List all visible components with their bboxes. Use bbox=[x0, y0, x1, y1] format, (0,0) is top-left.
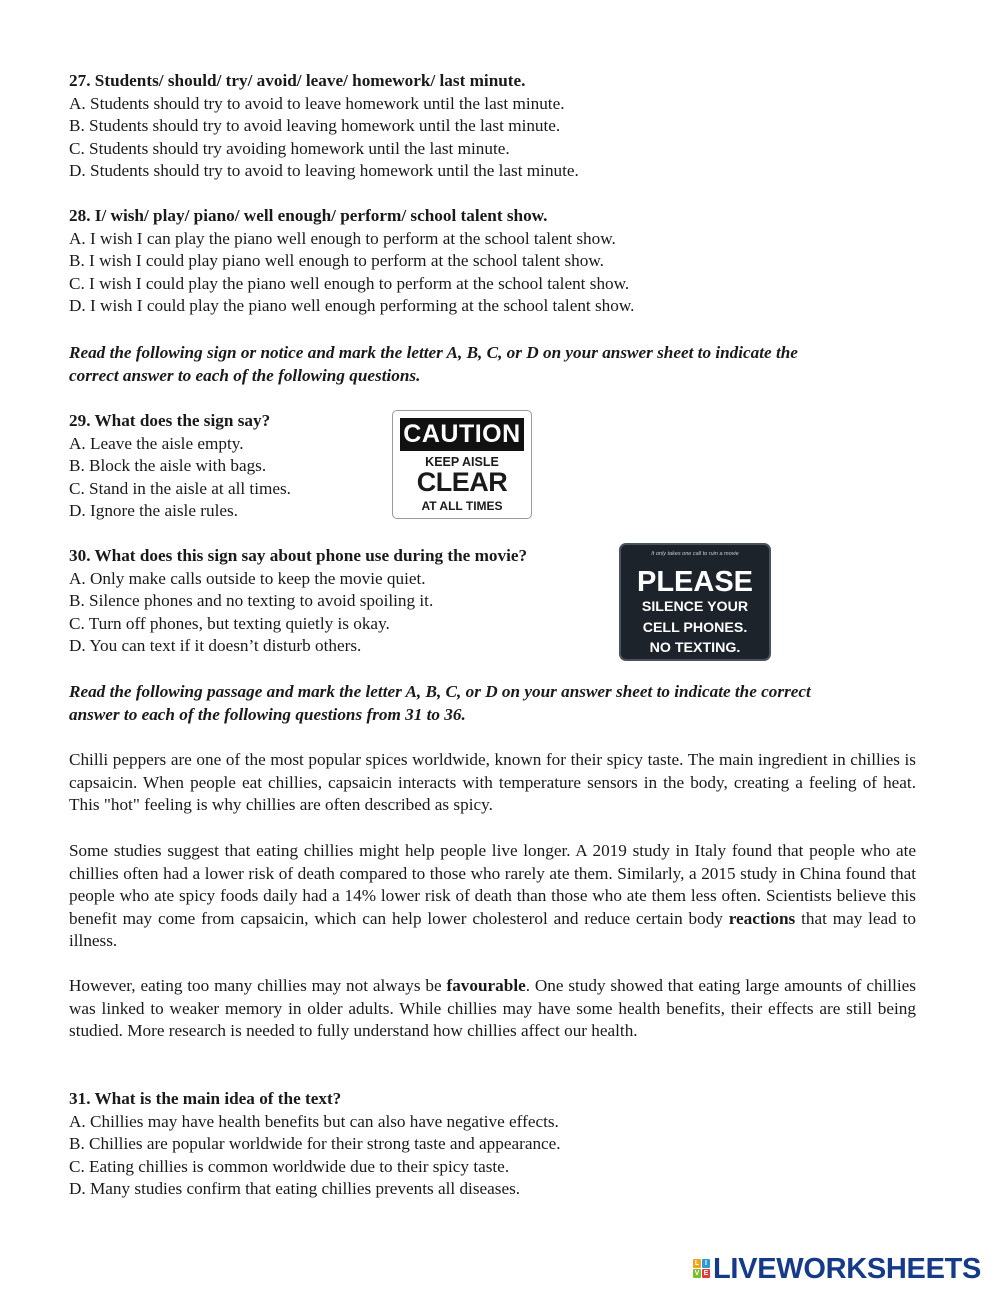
logo-wordmark: LIVEWORKSHEETS bbox=[713, 1253, 982, 1285]
silence-sign-line-1: SILENCE YOUR bbox=[641, 599, 749, 615]
question-29 bbox=[69, 410, 389, 523]
instruction-signs-line-2: correct answer to each of the following questions. bbox=[69, 365, 421, 385]
question-31-option-d: D. Many studies confirm that eating chillies prevents all diseases. bbox=[69, 1179, 521, 1199]
question-30-option-d: D. You can text if it doesn’t disturb others. bbox=[69, 636, 362, 656]
question-28-option-a: A. I wish I can play the piano well enough to perform at the school talent show. bbox=[69, 228, 616, 248]
question-30-option-b: B. Silence phones and no texting to avoid spoiling it. bbox=[69, 591, 434, 611]
passage-paragraph-2-end: that may lead to illness. bbox=[69, 908, 916, 951]
question-28-title: 28. I/ wish/ play/ piano/ well enough/ perform/ school talent show. bbox=[69, 206, 548, 225]
question-30-option-a: A. Only make calls outside to keep the movie quiet. bbox=[69, 568, 426, 588]
caution-sign-image bbox=[392, 410, 532, 519]
logo-cube-v: V bbox=[694, 1270, 700, 1277]
question-31 bbox=[69, 1088, 916, 1201]
passage-paragraph-3 bbox=[69, 975, 916, 1043]
question-28-option-c: C. I wish I could play the piano well enough to perform at the school talent show. bbox=[69, 273, 630, 293]
logo-cubes-icon bbox=[693, 1259, 710, 1279]
instruction-signs bbox=[69, 342, 916, 387]
question-30-option-c: C. Turn off phones, but texting quietly is okay. bbox=[69, 613, 390, 633]
instruction-signs-line-1: Read the following sign or notice and mark the letter A, B, C, or D on your answer sheet to indicate the bbox=[69, 343, 798, 362]
logo-cube-i: I bbox=[702, 1259, 710, 1268]
question-27-title: 27. Students/ should/ try/ avoid/ leave/ homework/ last minute. bbox=[69, 71, 526, 90]
question-31-option-c: C. Eating chillies is common worldwide due to their spicy taste. bbox=[69, 1156, 510, 1176]
caution-sign-line-3: AT ALL TIMES bbox=[421, 499, 503, 513]
question-29-option-a: A. Leave the aisle empty. bbox=[69, 433, 244, 453]
question-28 bbox=[69, 205, 916, 318]
liveworksheets-logo bbox=[693, 1252, 990, 1284]
question-27-option-d: D. Students should try to avoid to leaving homework until the last minute. bbox=[69, 161, 579, 181]
question-27-option-a: A. Students should try to avoid to leave homework until the last minute. bbox=[69, 93, 565, 113]
silence-sign-line-3: NO TEXTING. bbox=[649, 640, 741, 656]
instruction-passage bbox=[69, 681, 916, 726]
question-29-option-b: B. Block the aisle with bags. bbox=[69, 456, 267, 476]
question-27-option-b: B. Students should try to avoid leaving homework until the last minute. bbox=[69, 116, 561, 136]
silence-phones-sign-image bbox=[619, 543, 771, 661]
question-31-option-b: B. Chillies are popular worldwide for their strong taste and appearance. bbox=[69, 1134, 561, 1154]
caution-sign-line-1: KEEP AISLE bbox=[425, 455, 499, 469]
question-31-title: 31. What is the main idea of the text? bbox=[69, 1089, 342, 1108]
silence-sign-small-text: It only takes one call to ruin a movie bbox=[651, 551, 739, 557]
question-29-option-c: C. Stand in the aisle at all times. bbox=[69, 478, 291, 498]
silence-sign-please: PLEASE bbox=[636, 566, 754, 598]
question-29-title: 29. What does the sign say? bbox=[69, 411, 271, 430]
question-29-option-d: D. Ignore the aisle rules. bbox=[69, 501, 238, 521]
passage-keyword-favourable: favourable bbox=[446, 976, 526, 995]
question-27 bbox=[69, 70, 916, 183]
question-30 bbox=[69, 545, 609, 658]
passage-paragraph-3-end: . One study showed that eating large amounts of chillies was linked to weaker memory in older adults. While chillies may have some health benefits, their effects are still being studied. More research is needed to fully understand how chillies affect our health. bbox=[69, 976, 916, 1041]
question-28-option-b: B. I wish I could play piano well enough to perform at the school talent show. bbox=[69, 251, 604, 271]
question-30-title: 30. What does this sign say about phone use during the movie? bbox=[69, 546, 528, 565]
passage-keyword-reactions: reactions bbox=[728, 908, 796, 928]
passage-paragraph-1 bbox=[69, 749, 916, 817]
caution-sign-line-2: CLEAR bbox=[416, 467, 508, 497]
passage-paragraph-1-text: Chilli peppers are one of the most popular spices worldwide, known for their spicy taste. The main ingredient in chillies is capsaicin. When people eat chillies, capsaicin interacts with temperature sensors in the body, creating a feeling of heat. This "hot" feeling is why chillies are often described as spicy. bbox=[69, 750, 916, 815]
logo-cube-e: E bbox=[703, 1270, 709, 1277]
question-27-option-c: C. Students should try avoiding homework until the last minute. bbox=[69, 138, 510, 158]
passage-paragraph-3-text: However, eating too many chillies may not always be bbox=[69, 976, 447, 995]
caution-sign-header: CAUTION bbox=[400, 418, 524, 451]
silence-sign-line-2: CELL PHONES. bbox=[642, 620, 748, 636]
question-31-option-a: A. Chillies may have health benefits but can also have negative effects. bbox=[69, 1111, 559, 1131]
passage-paragraph-2-text: Some studies suggest that eating chillies might help people live longer. A 2019 study in Italy found that people who ate chillies often had a lower risk of death compared to those who rarely ate them. Similarly, a 2015 study in China found that people who ate spicy foods daily had a 14% lower risk of death than those who ate them less often. Scientists believe this benefit may come from capsaicin, which can help lower cholesterol and reduce certain body bbox=[69, 841, 916, 928]
question-28-option-d: D. I wish I could play the piano well enough performing at the school talent show. bbox=[69, 296, 635, 316]
instruction-passage-line-1: Read the following passage and mark the letter A, B, C, or D on your answer sheet to indicate the correct bbox=[69, 682, 811, 701]
passage-paragraph-2 bbox=[69, 840, 916, 953]
instruction-passage-line-2: answer to each of the following questions from 31 to 36. bbox=[69, 704, 466, 724]
logo-cube-l: L bbox=[694, 1260, 700, 1267]
